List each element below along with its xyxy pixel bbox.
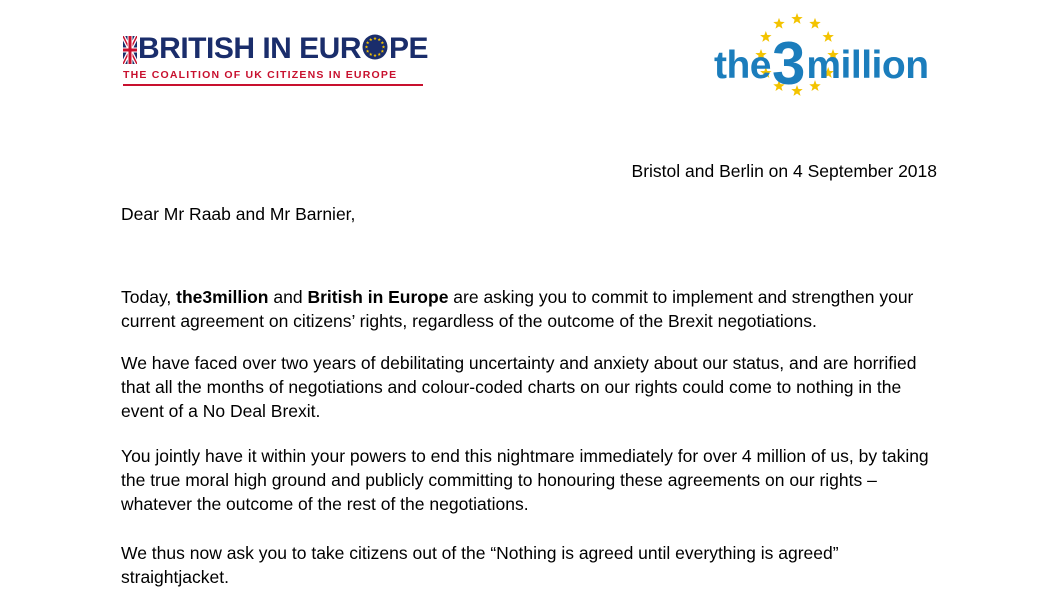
paragraph-1-prefix: Today, — [121, 287, 177, 307]
eu-star — [773, 18, 784, 29]
paragraph-1-bold-the3million: the3million — [176, 287, 269, 307]
letter-salutation: Dear Mr Raab and Mr Barnier, — [121, 204, 356, 224]
letter-paragraph-4: We thus now ask you to take citizens out of the “Nothing is agreed until everything is agreed” straightjacket. — [121, 543, 839, 587]
wordmark-million: million — [806, 44, 929, 87]
bie-title-part2: PE — [389, 32, 429, 65]
letter-paragraph-3: You jointly have it within your powers to end this nightmare immediately for over 4 million of us, by taking the true moral high ground and publicly committing to honouring these agreements on our rights – whatever the outcome of the rest of the negotiations. — [121, 446, 929, 514]
bie-logo-title — [123, 28, 428, 64]
letter-dateline: Bristol and Berlin on 4 September 2018 — [631, 161, 937, 181]
eu-star — [791, 13, 802, 24]
eu-stars-o-icon — [362, 34, 388, 60]
paragraph-1-mid: and — [268, 287, 308, 307]
letter-paragraph-1 — [121, 285, 941, 333]
paragraph-1-bold-british-in-europe: British in Europe — [307, 287, 449, 307]
paragraph-1-suffix: are asking you to commit to implement and strengthen your current agreement on citizens’ rights, regardless of the outcome of the Brexit negotiations. — [121, 287, 914, 331]
bie-logo-rule — [123, 84, 423, 86]
bie-title-part1: BRITISH IN EUR — [138, 32, 362, 65]
the3million-logo — [712, 10, 942, 102]
letter-paragraph-2: We have faced over two years of debilitating uncertainty and anxiety about our status, and are horrified that all the months of negotiations and colour-coded charts on our rights could come to nothing in the event of a No Deal Brexit. — [121, 353, 917, 421]
wordmark-three: 3 — [772, 30, 806, 97]
wordmark-the: the — [714, 44, 771, 87]
bie-logo-subtitle: THE COALITION OF UK CITIZENS IN EUROPE — [123, 69, 398, 81]
eu-star — [809, 18, 820, 29]
the3million-wordmark — [714, 30, 929, 97]
british-in-europe-logo — [123, 28, 428, 84]
union-jack-flag-icon — [123, 36, 137, 64]
